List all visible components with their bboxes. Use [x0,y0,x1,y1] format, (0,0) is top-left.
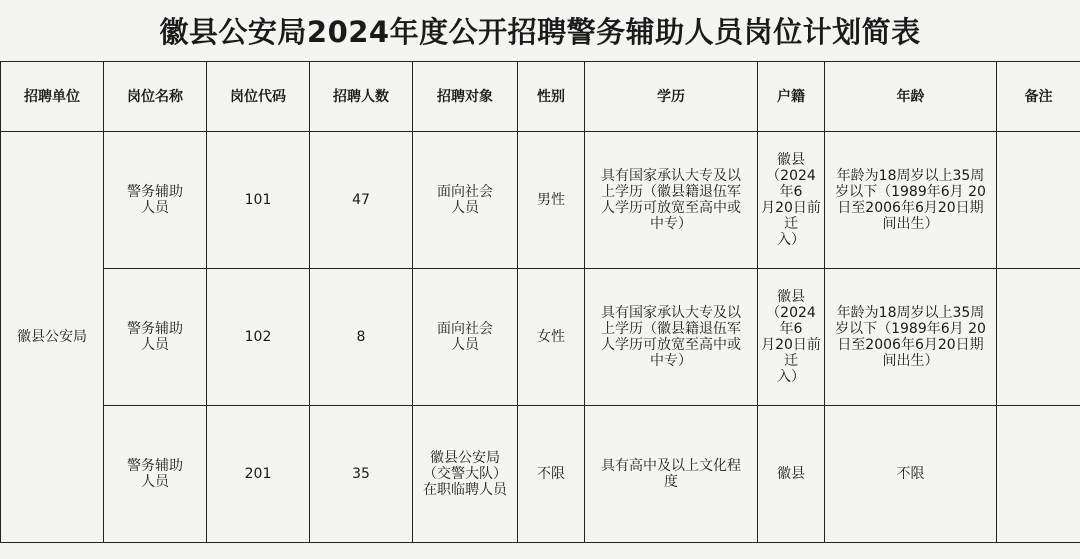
header-residence: 户籍 [758,62,825,132]
cell-gender: 男性 [518,132,585,269]
cell-age: 不限 [825,406,997,543]
cell-count: 8 [310,269,413,406]
cell-count: 47 [310,132,413,269]
header-age: 年龄 [825,62,997,132]
recruitment-table [0,61,1080,543]
header-code: 岗位代码 [207,62,310,132]
table-row [1,406,1080,543]
cell-gender: 女性 [518,269,585,406]
cell-code: 102 [207,269,310,406]
header-note: 备注 [997,62,1080,132]
cell-age: 年龄为18周岁以上35周 岁以下（1989年6月 20 日至2006年6月20日期 间出生） [825,269,997,406]
cell-target: 面向社会 人员 [413,132,518,269]
cell-code: 101 [207,132,310,269]
header-count: 招聘人数 [310,62,413,132]
cell-education: 具有高中及以上文化程 度 [585,406,758,543]
header-gender: 性别 [518,62,585,132]
cell-residence: 徽县 （2024年6 月20日前迁 入） [758,269,825,406]
cell-position: 警务辅助 人员 [104,132,207,269]
cell-education: 具有国家承认大专及以 上学历（徽县籍退伍军 人学历可放宽至高中或 中专） [585,269,758,406]
cell-position: 警务辅助 人员 [104,406,207,543]
cell-unit: 徽县公安局 [1,132,104,543]
cell-residence: 徽县 （2024年6 月20日前迁 入） [758,132,825,269]
document-title: 徽县公安局2024年度公开招聘警务辅助人员岗位计划简表 [159,14,921,49]
header-education: 学历 [585,62,758,132]
header-target: 招聘对象 [413,62,518,132]
cell-age: 年龄为18周岁以上35周 岁以下（1989年6月 20 日至2006年6月20日期 间出生） [825,132,997,269]
cell-target: 面向社会 人员 [413,269,518,406]
table-row [1,269,1080,406]
cell-note [997,406,1080,543]
cell-gender: 不限 [518,406,585,543]
cell-residence: 徽县 [758,406,825,543]
header-position: 岗位名称 [104,62,207,132]
cell-count: 35 [310,406,413,543]
cell-education: 具有国家承认大专及以 上学历（徽县籍退伍军 人学历可放宽至高中或 中专） [585,132,758,269]
cell-note [997,269,1080,406]
cell-note [997,132,1080,269]
table-row [1,132,1080,269]
cell-position: 警务辅助 人员 [104,269,207,406]
cell-target: 徽县公安局 （交警大队） 在职临聘人员 [413,406,518,543]
header-row [1,62,1080,132]
header-unit: 招聘单位 [1,62,104,132]
cell-code: 201 [207,406,310,543]
